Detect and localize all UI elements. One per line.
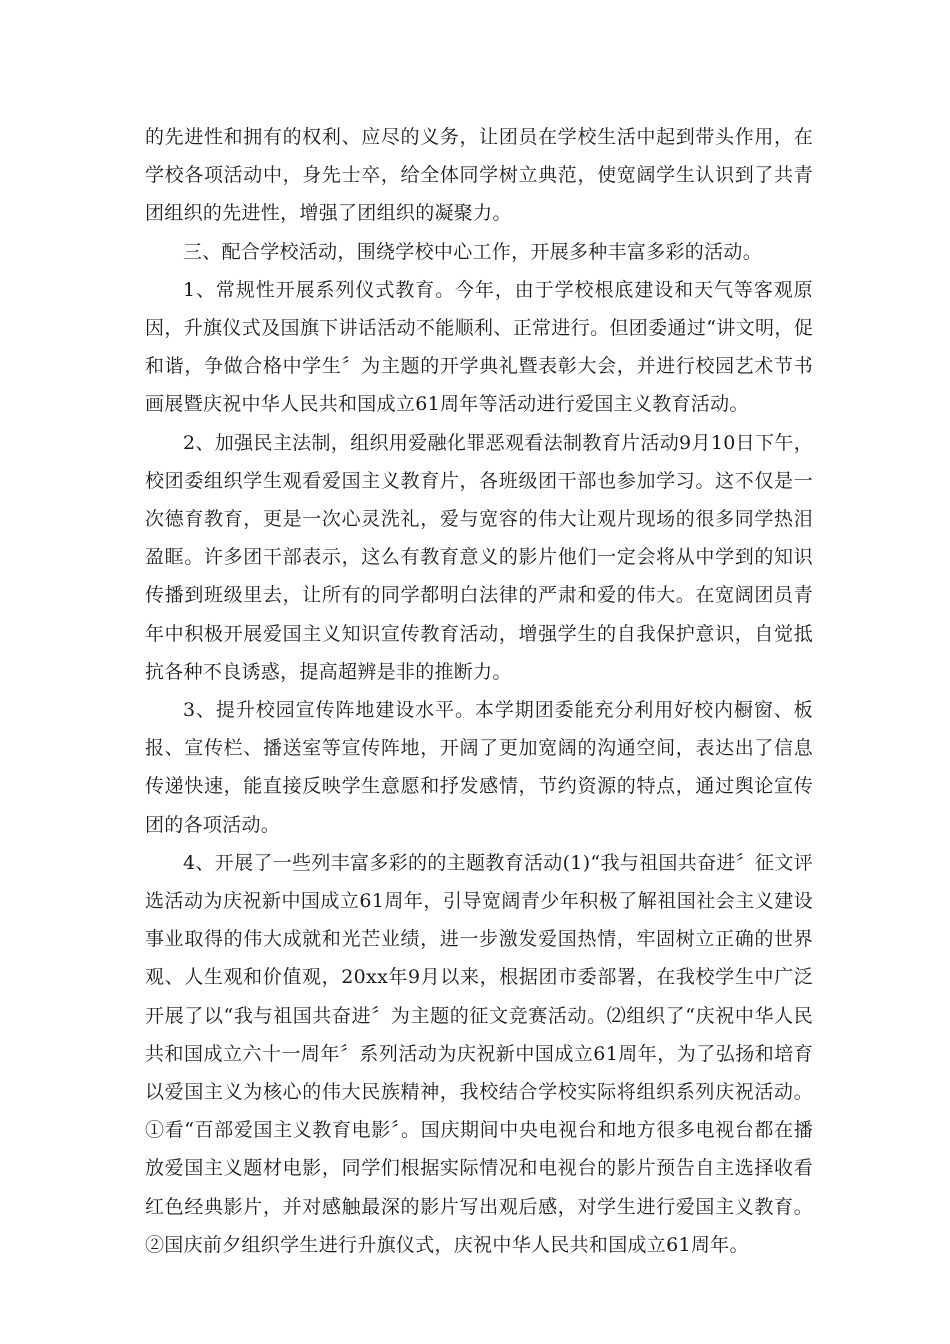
paragraph-item-1: 1、常规性开展系列仪式教育。今年，由于学校根底建设和天气等客观原因，升旗仪式及国旗下讲话活动不能顺利、正常进行。但团委通过“讲文明，促和谐，争做合格中学生〞为主题的开学典礼暨表彰大会，并进行校园艺术节书画展暨庆祝中华人民共和国成立61周年等活动进行爱国主义教育活动。	[145, 278, 813, 416]
paragraph-item-2: 2、加强民主法制，组织用爱融化罪恶观看法制教育片活动9月10日下午，校团委组织学生观看爱国主义教育片，各班级团干部也参加学习。这不仅是一次德育教育，更是一次心灵洗礼，爱与宽容的伟大让观片现场的很多同学热泪盈眶。许多团干部表示，这么有教育意义的影片他们一定会将从中学到的知识传播到班级里去，让所有的同学都明白法律的严肃和爱的伟大。在宽阔团员青年中积极开展爱国主义知识宣传教育活动，增强学生的自我保护意识，自觉抵抗各种不良诱惑，提高超辨是非的推断力。	[145, 431, 813, 683]
section-heading-3: 三、配合学校活动，围绕学校中心工作，开展多种丰富多彩的活动。	[183, 240, 763, 263]
paragraph-item-4: 4、开展了一些列丰富多彩的的主题教育活动(1)“我与祖国共奋进〞征文评选活动为庆祝新中国成立61周年，引导宽阔青少年积极了解祖国社会主义建设事业取得的伟大成就和光芒业绩，进一步激发爱国热情，牢固树立正确的世界观、人生观和价值观，20xx年9月以来，根据团市委部署，在我校学生中广泛开展了以“我与祖国共奋进〞为主题的征文竞赛活动。⑵组织了“庆祝中华人民共和国成立六十一周年〞系列活动为庆祝新中国成立61周年，为了弘扬和培育以爱国主义为核心的伟大民族精神，我校结合学校实际将组织系列庆祝活动。①看“百部爱国主义教育电影〞。国庆期间中央电视台和地方很多电视台都在播放爱国主义题材电影，同学们根据实际情况和电视台的影片预告自主选择收看红色经典影片，并对感触最深的影片写出观后感，对学生进行爱国主义教育。②国庆前夕组织学生进行升旗仪式，庆祝中华人民共和国成立61周年。	[145, 851, 813, 1256]
paragraph-item-3: 3、提升校园宣传阵地建设水平。本学期团委能充分利用好校内橱窗、板报、宣传栏、播送室等宣传阵地，开阔了更加宽阔的沟通空间，表达出了信息传递快速，能直接反映学生意愿和抒发感情，节约资源的特点，通过舆论宣传团的各项活动。	[145, 699, 813, 836]
paragraph-continuation: 的先进性和拥有的权利、应尽的义务，让团员在学校生活中起到带头作用，在学校各项活动中，身先士卒，给全体同学树立典范，使宽阔学生认识到了共青团组织的先进性，增强了团组织的凝聚力。	[145, 126, 813, 225]
document-body	[145, 118, 813, 1264]
